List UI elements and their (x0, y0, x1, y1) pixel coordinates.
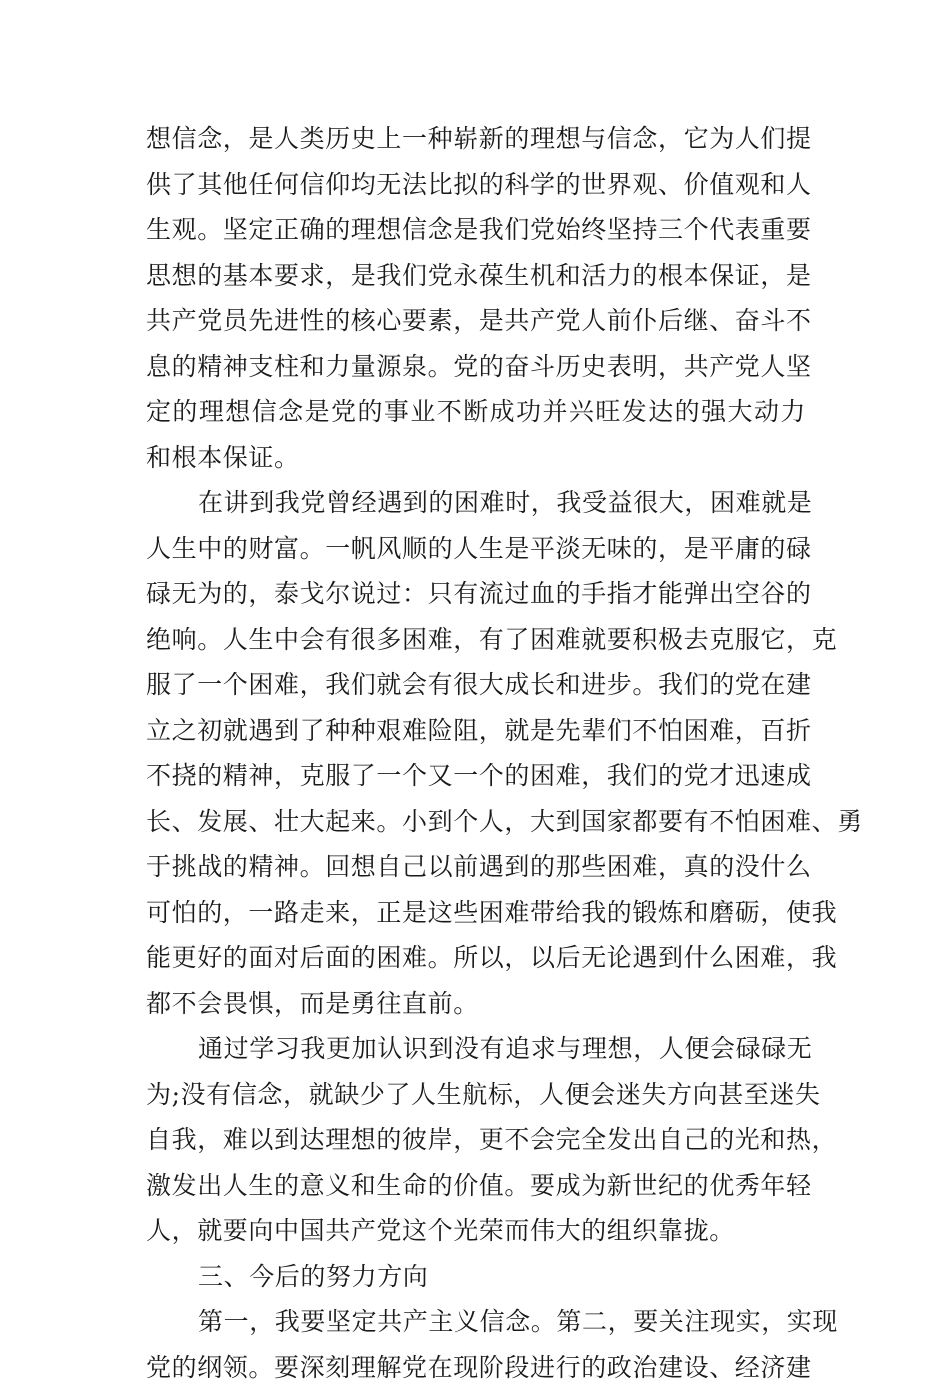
text-line: 自我，难以到达理想的彼岸，更不会完全发出自己的光和热， (146, 1117, 806, 1163)
text-line: 都不会畏惧，而是勇往直前。 (146, 981, 806, 1027)
document-body (146, 116, 806, 1390)
text-line: 可怕的，一路走来，正是这些困难带给我的锻炼和磨砺，使我 (146, 890, 806, 936)
text-line: 于挑战的精神。回想自己以前遇到的那些困难，真的没什么 (146, 844, 806, 890)
text-line: 长、发展、壮大起来。小到个人，大到国家都要有不怕困难、勇 (146, 799, 806, 845)
text-line: 绝响。人生中会有很多困难，有了困难就要积极去克服它，克 (146, 617, 806, 663)
text-line: 碌无为的，泰戈尔说过：只有流过血的手指才能弹出空谷的 (146, 571, 806, 617)
text-line: 不挠的精神，克服了一个又一个的困难，我们的党才迅速成 (146, 753, 806, 799)
section-heading-text: 三、今后的努力方向 (146, 1254, 806, 1300)
text-line: 党的纲领。要深刻理解党在现阶段进行的政治建设、经济建 (146, 1345, 806, 1390)
text-line: 通过学习我更加认识到没有追求与理想，人便会碌碌无 (146, 1026, 806, 1072)
text-line: 和根本保证。 (146, 435, 806, 481)
text-line: 定的理想信念是党的事业不断成功并兴旺发达的强大动力 (146, 389, 806, 435)
paragraph-4 (146, 1299, 806, 1390)
text-line: 立之初就遇到了种种艰难险阻，就是先辈们不怕困难，百折 (146, 708, 806, 754)
paragraph-1 (146, 116, 806, 480)
text-line: 思想的基本要求，是我们党永葆生机和活力的根本保证，是 (146, 253, 806, 299)
text-line: 供了其他任何信仰均无法比拟的科学的世界观、价值观和人 (146, 162, 806, 208)
text-line: 生观。坚定正确的理想信念是我们党始终坚持三个代表重要 (146, 207, 806, 253)
text-line: 为;没有信念，就缺少了人生航标，人便会迷失方向甚至迷失 (146, 1072, 806, 1118)
text-line: 服了一个困难，我们就会有很大成长和进步。我们的党在建 (146, 662, 806, 708)
text-line: 息的精神支柱和力量源泉。党的奋斗历史表明，共产党人坚 (146, 344, 806, 390)
text-line: 在讲到我党曾经遇到的困难时，我受益很大，困难就是 (146, 480, 806, 526)
text-line: 想信念，是人类历史上一种崭新的理想与信念，它为人们提 (146, 116, 806, 162)
text-line: 人生中的财富。一帆风顺的人生是平淡无味的，是平庸的碌 (146, 526, 806, 572)
text-line: 共产党员先进性的核心要素，是共产党人前仆后继、奋斗不 (146, 298, 806, 344)
text-line: 第一，我要坚定共产主义信念。第二，要关注现实，实现 (146, 1299, 806, 1345)
paragraph-3 (146, 1026, 806, 1254)
text-line: 能更好的面对后面的困难。所以，以后无论遇到什么困难，我 (146, 935, 806, 981)
section-heading (146, 1254, 806, 1300)
text-line: 人，就要向中国共产党这个光荣而伟大的组织靠拢。 (146, 1208, 806, 1254)
text-line: 激发出人生的意义和生命的价值。要成为新世纪的优秀年轻 (146, 1163, 806, 1209)
paragraph-2 (146, 480, 806, 1026)
